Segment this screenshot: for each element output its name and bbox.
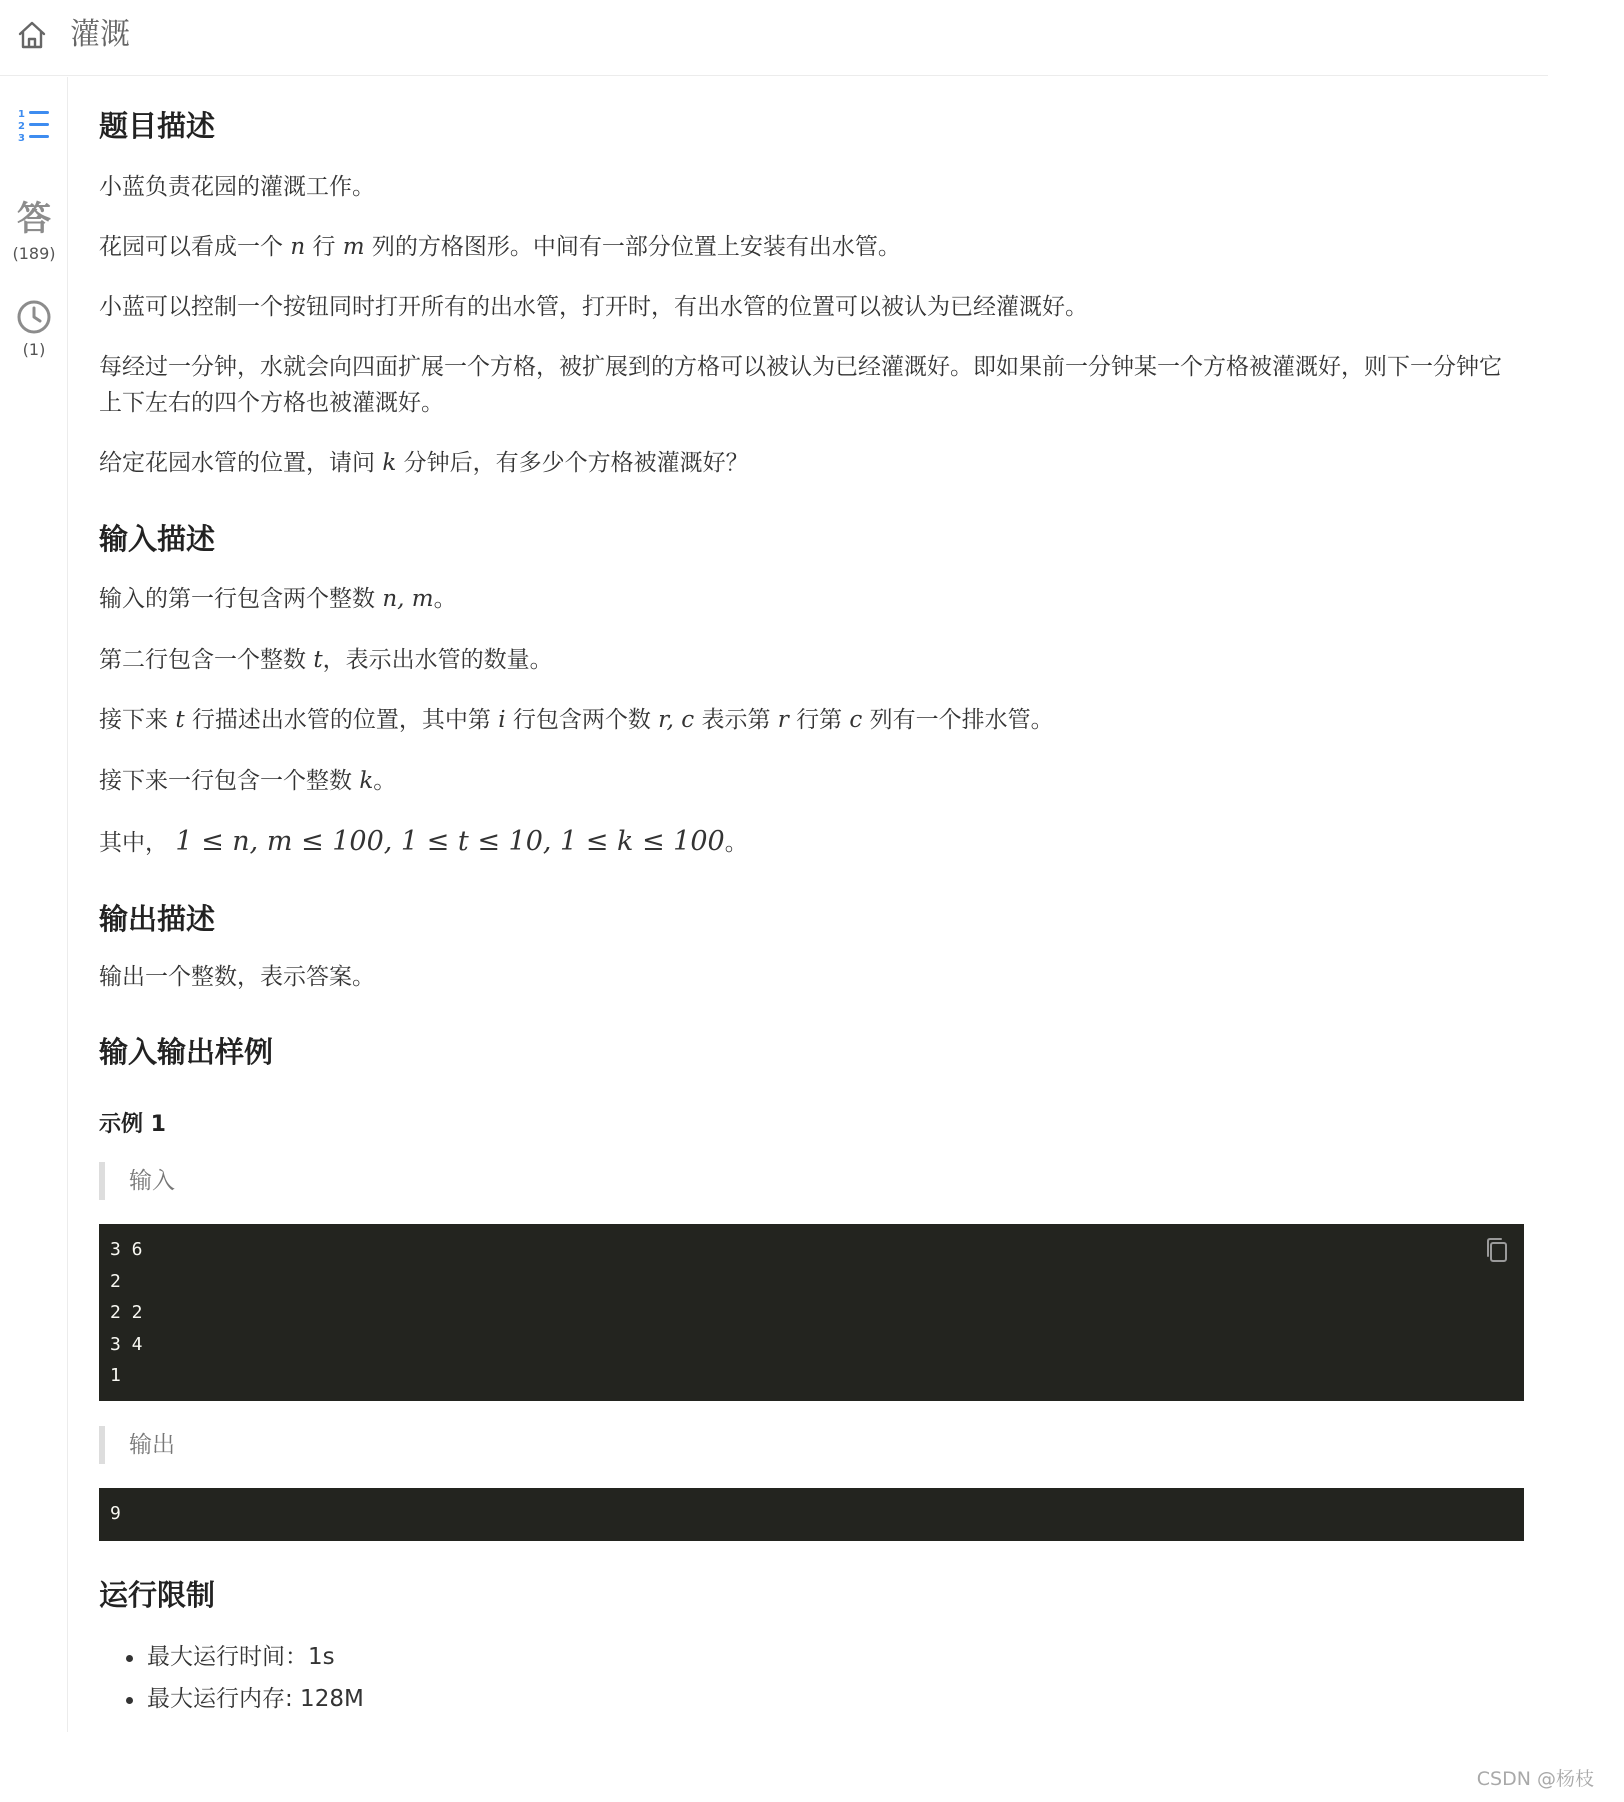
description-paragraph-5: 给定花园水管的位置，请问 k 分钟后，有多少个方格被灌溉好？ bbox=[99, 450, 749, 476]
watermark: CSDN @杨枝 bbox=[1476, 1768, 1594, 1790]
sample-input-label: 输入 bbox=[99, 1162, 175, 1200]
samples-heading: 输入输出样例 bbox=[99, 1035, 274, 1069]
sample-1-title: 示例 1 bbox=[99, 1112, 166, 1137]
code-line: 2 bbox=[110, 1270, 121, 1292]
code-line: 3 6 bbox=[110, 1239, 143, 1260]
answers-icon: 答 bbox=[17, 199, 51, 239]
home-icon[interactable] bbox=[17, 20, 47, 50]
page-title: 灌溉 bbox=[70, 17, 130, 52]
description-paragraph-3: 小蓝可以控制一个按钮同时打开所有的出水管，打开时，有出水管的位置可以被认为已经灌溉好。 bbox=[99, 294, 1088, 320]
history-count: (1) bbox=[22, 340, 46, 359]
svg-text:3: 3 bbox=[18, 133, 25, 143]
clock-icon bbox=[0, 299, 68, 335]
description-paragraph-1: 小蓝负责花园的灌溉工作。 bbox=[99, 174, 375, 200]
output-paragraph-1: 输出一个整数，表示答案。 bbox=[99, 964, 375, 990]
input-paragraph-5: 其中， 1 ≤ n, m ≤ 100, 1 ≤ t ≤ 10, 1 ≤ k ≤ 100。 bbox=[99, 826, 748, 857]
answers-button[interactable] bbox=[0, 199, 68, 265]
answers-count: (189) bbox=[12, 244, 56, 263]
input-paragraph-4: 接下来一行包含一个整数 k。 bbox=[99, 768, 397, 794]
limits-list bbox=[99, 1636, 364, 1720]
sample-output-code bbox=[99, 1488, 1524, 1541]
svg-text:2: 2 bbox=[18, 121, 25, 132]
history-button[interactable] bbox=[0, 299, 68, 361]
svg-text:1: 1 bbox=[18, 109, 25, 120]
code-line: 9 bbox=[110, 1503, 121, 1524]
description-paragraph-2: 花园可以看成一个 n 行 m 列的方格图形。中间有一部分位置上安装有出水管。 bbox=[99, 234, 901, 260]
limit-memory: 最大运行内存: 128M bbox=[99, 1678, 364, 1720]
sample-input-code bbox=[99, 1224, 1524, 1401]
copy-icon[interactable] bbox=[1484, 1236, 1510, 1264]
input-heading: 输入描述 bbox=[99, 522, 216, 556]
input-paragraph-3: 接下来 t 行描述出水管的位置，其中第 i 行包含两个数 r, c 表示第 r 行第 c 列有一个排水管。 bbox=[99, 707, 1054, 733]
input-paragraph-2: 第二行包含一个整数 t，表示出水管的数量。 bbox=[99, 647, 553, 673]
sample-output-label: 输出 bbox=[99, 1426, 175, 1464]
output-heading: 输出描述 bbox=[99, 902, 216, 936]
toc-button[interactable] bbox=[0, 107, 68, 143]
limit-time: 最大运行时间：1s bbox=[99, 1636, 364, 1678]
code-line: 3 4 bbox=[110, 1333, 143, 1355]
list-ordered-icon bbox=[0, 107, 68, 143]
code-line: 2 2 bbox=[110, 1302, 143, 1323]
description-paragraph-4: 每经过一分钟，水就会向四面扩展一个方格，被扩展到的方格可以被认为已经灌溉好。即如果前一分钟某一个方格被灌溉好，则下一分钟它上下左右的四个方格也被灌溉好。 bbox=[99, 354, 1502, 416]
sidebar bbox=[0, 77, 68, 1732]
limits-heading: 运行限制 bbox=[99, 1578, 216, 1612]
description-heading: 题目描述 bbox=[99, 109, 216, 143]
page-header bbox=[0, 0, 1548, 76]
code-line: 1 bbox=[110, 1365, 121, 1386]
input-paragraph-1: 输入的第一行包含两个整数 n, m。 bbox=[99, 586, 457, 612]
